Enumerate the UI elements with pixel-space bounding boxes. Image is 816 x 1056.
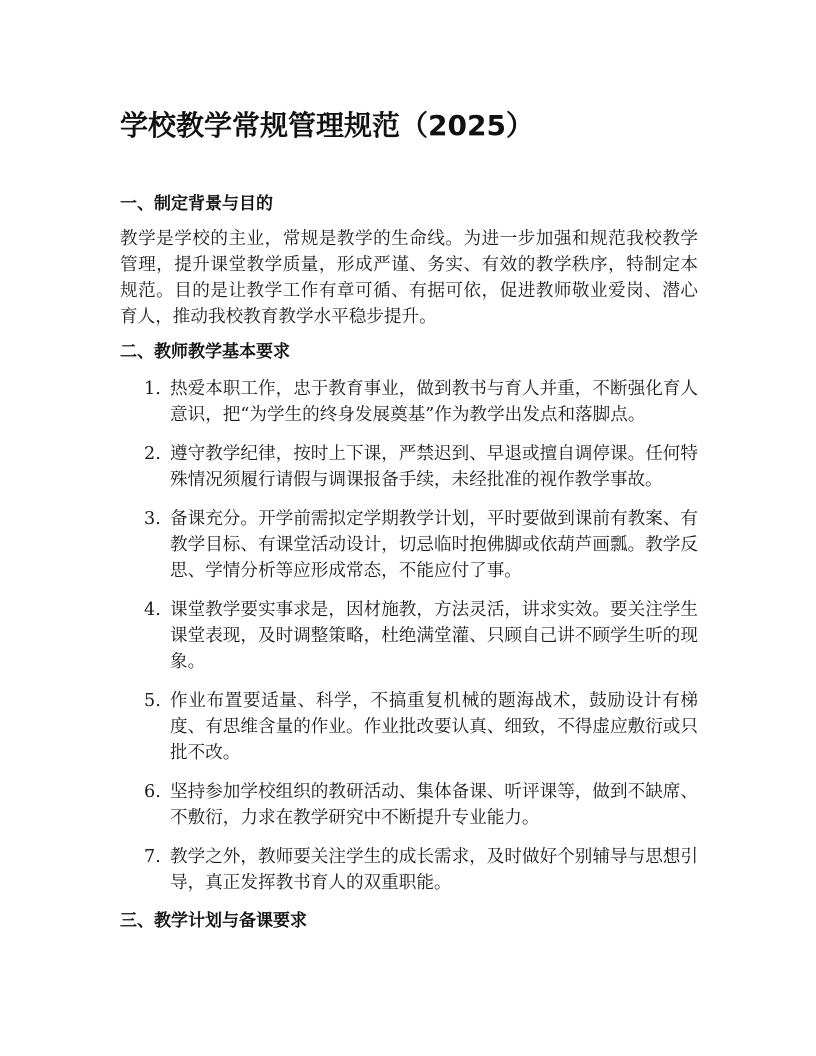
section-heading-3: 三、教学计划与备课要求 xyxy=(120,911,307,931)
section-heading-2: 二、教师教学基本要求 xyxy=(120,342,290,362)
list-item xyxy=(120,779,698,831)
document-page xyxy=(120,108,698,933)
section-heading-1: 一、制定背景与目的 xyxy=(120,194,273,214)
list-number: 2. xyxy=(144,444,161,464)
list-text: 教学之外，教师要关注学生的成长需求，及时做好个别辅导与思想引导，真正发挥教书育人的双重职能。 xyxy=(170,847,698,893)
list-item xyxy=(120,844,698,896)
list-text: 课堂教学要实事求是，因材施教，方法灵活，讲求实效。要关注学生课堂表现，及时调整策略，杜绝满堂灌、只顾自己讲不顾学生听的现象。 xyxy=(170,600,698,672)
list-number: 4. xyxy=(144,600,161,620)
teacher-requirements-list xyxy=(120,376,698,896)
list-number: 7. xyxy=(144,847,161,867)
list-number: 3. xyxy=(144,509,161,529)
document-title: 学校教学常规管理规范（2025） xyxy=(120,109,534,142)
list-text: 备课充分。开学前需拟定学期教学计划，平时要做到课前有教案、有教学目标、有课堂活动设计，切忌临时抱佛脚或依葫芦画瓢。教学反思、学情分析等应形成常态，不能应付了事。 xyxy=(170,509,698,581)
list-item xyxy=(120,376,698,428)
list-item xyxy=(120,597,698,675)
list-number: 6. xyxy=(144,782,161,802)
list-item xyxy=(120,506,698,584)
list-number: 1. xyxy=(144,379,161,399)
list-text: 热爱本职工作，忠于教育事业，做到教书与育人并重，不断强化育人意识，把“为学生的终身发展奠基”作为教学出发点和落脚点。 xyxy=(170,379,698,425)
list-text: 遵守教学纪律，按时上下课，严禁迟到、早退或擅自调停课。任何特殊情况须履行请假与调课报备手续，未经批准的视作教学事故。 xyxy=(170,444,698,490)
section-1-paragraph: 教学是学校的主业，常规是教学的生命线。为进一步加强和规范我校教学管理，提升课堂教学质量，形成严谨、务实、有效的教学秩序，特制定本规范。目的是让教学工作有章可循、有据可依，促进教师敬业爱岗、潜心育人，推动我校教育教学水平稳步提升。 xyxy=(120,229,698,327)
list-item xyxy=(120,688,698,766)
list-text: 坚持参加学校组织的教研活动、集体备课、听评课等，做到不缺席、不敷衍，力求在教学研究中不断提升专业能力。 xyxy=(170,782,698,828)
list-number: 5. xyxy=(144,691,161,711)
list-item xyxy=(120,441,698,493)
list-text: 作业布置要适量、科学，不搞重复机械的题海战术，鼓励设计有梯度、有思维含量的作业。作业批改要认真、细致，不得虚应敷衍或只批不改。 xyxy=(170,691,698,763)
